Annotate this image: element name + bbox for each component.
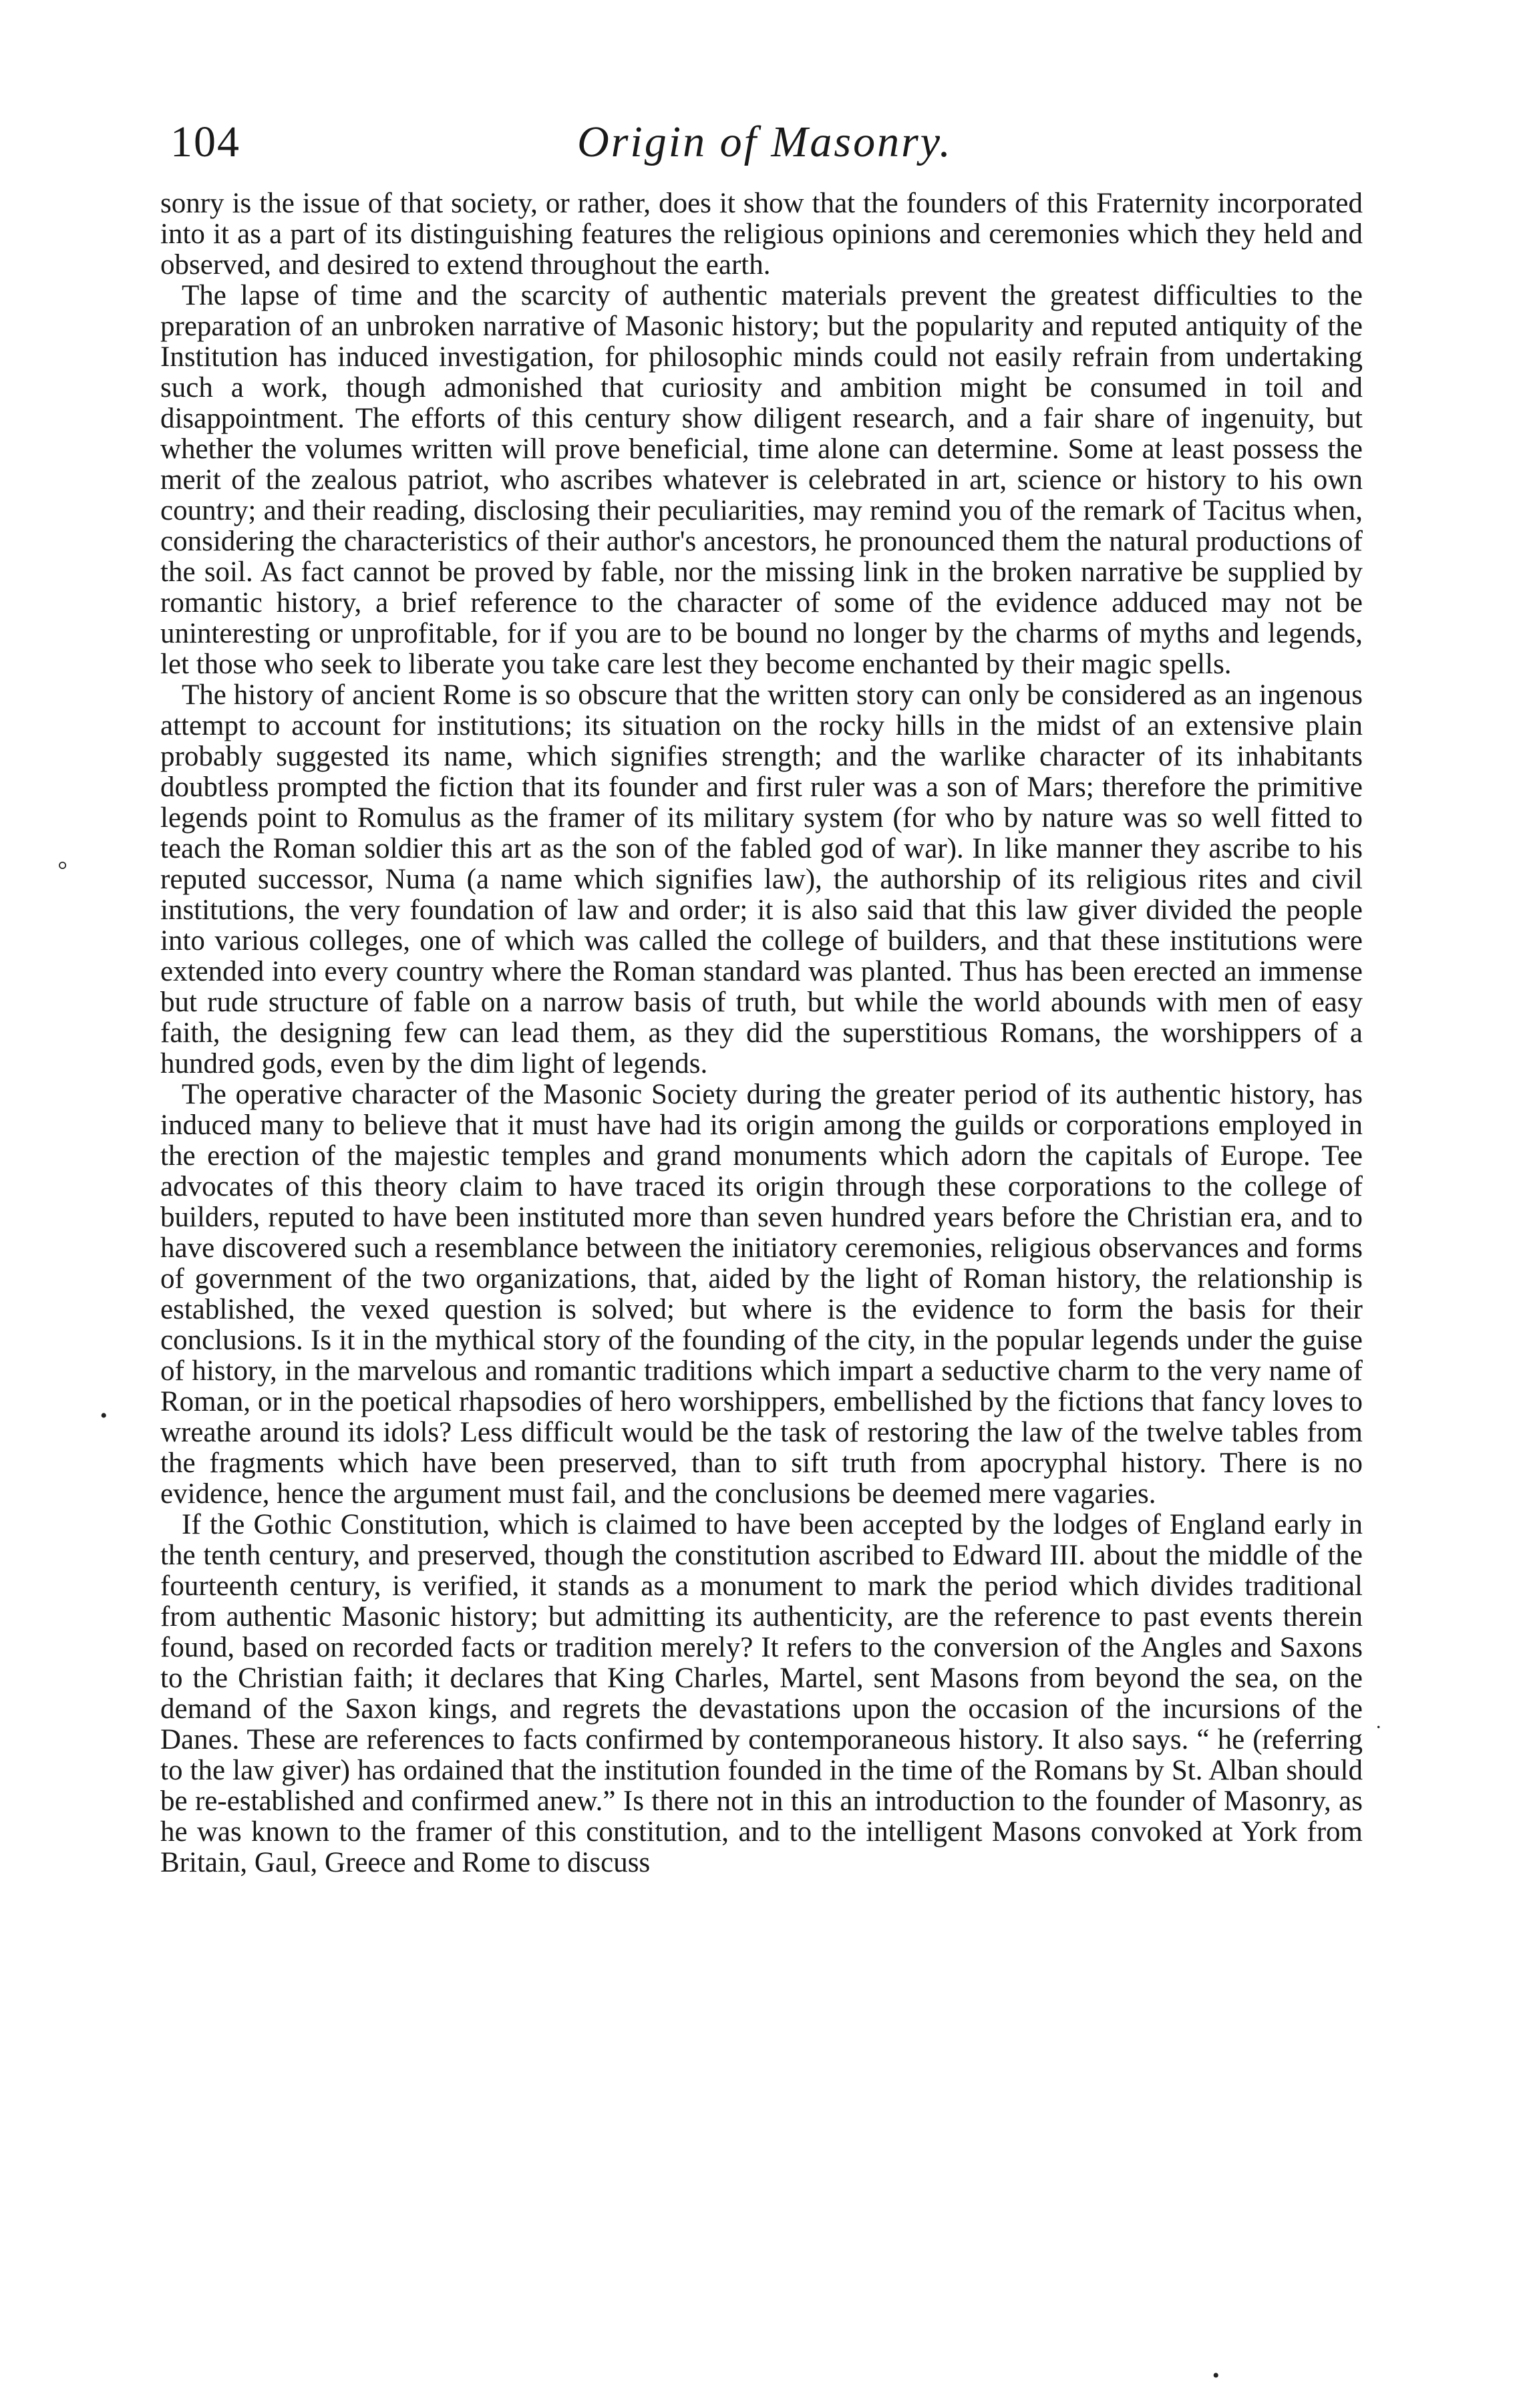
paragraph-gothic-constitution: If the Gothic Constitution, which is claimed to have been accepted by the lodges of England early in the tenth century, and preserved, though the constitution ascribed to Edward III. about the middle of the fourteenth century, is verified, it stands as a monument to mark the period which divides traditional from authentic Masonic history; but admitting its authenticity, are the reference to past events therein found, based on recorded facts or tradition merely? It refers to the conversion of the Angles and Saxons to the Christian faith; it declares that King Charles, Martel, sent Masons from beyond the sea, on the demand of the Saxon kings, and regrets the devastations upon the occasion of the incursions of the Danes. These are references to facts confirmed by contemporaneous history. It also says. “ he (referring to the law giver) has ordained that the institution founded in the time of the Romans by St. Alban should be re-established and confirmed anew.” Is there not in this an introduction to the founder of Masonry, as he was known to the framer of this constitution, and to the intelligent Masons convoked at York from Britain, Gaul, Greece and Rome to discuss — [160, 1509, 1363, 1878]
running-title: Origin of Masonry. — [577, 118, 953, 166]
paragraph-lapse-of-time: The lapse of time and the scarcity of authentic materials prevent the greatest difficulties to the preparation of an unbroken narrative of Masonic history; but the popularity and reputed antiquity of the Institution has induced investigation, for philosophic minds could not easily refrain from undertaking such a work, though admonished that curiosity and ambition might be consumed in toil and disappointment. The efforts of this century show diligent research, and a fair share of ingenuity, but whether the volumes written will prove beneficial, time alone can determine. Some at least possess the merit of the zealous patriot, who ascribes whatever is celebrated in art, science or history to his own country; and their reading, disclosing their peculiarities, may remind you of the remark of Tacitus when, considering the characteristics of their author's ancestors, he pronounced them the natural productions of the soil. As fact cannot be proved by fable, nor the missing link in the broken narrative be supplied by romantic history, a brief reference to the character of some of the evidence adduced may not be uninteresting or unprofitable, for if you are to be bound no longer by the charms of myths and legends, let those who seek to liberate you take care lest they become enchanted by their magic spells. — [160, 280, 1363, 680]
paragraph-ancient-rome: The history of ancient Rome is so obscure that the written story can only be considered as an ingenous attempt to account for institutions; its situation on the rocky hills in the midst of an extensive plain probably suggested its name, which signifies strength; and the warlike character of its inhabitants doubtless prompted the fiction that its founder and first ruler was a son of Mars; therefore the primitive legends point to Romulus as the framer of its military system (for who by nature was so well fitted to teach the Roman soldier this art as the son of the fabled god of war). In like manner they ascribe to his reputed successor, Numa (a name which signifies law), the authorship of its religious rites and civil institutions, the very foundation of law and order; it is also said that this law giver divided the people into various colleges, one of which was called the college of builders, and that these institutions were extended into every country where the Roman standard was planted. Thus has been erected an immense but rude structure of fable on a narrow basis of truth, but while the world abounds with men of easy faith, the designing few can lead them, as they did the superstitious Romans, the worshippers of a hundred gods, even by the dim light of legends. — [160, 679, 1363, 1079]
margin-speck: • — [1212, 2365, 1220, 2387]
body-text — [160, 188, 1363, 1878]
margin-speck: • — [100, 1405, 108, 1427]
paragraph-continuation: sonry is the issue of that society, or rather, does it show that the founders of this Fraternity incorporated into it as a part of its distinguishing features the religious opinions and ceremonies which they held and observed, and desired to extend throughout the earth. — [160, 188, 1363, 281]
margin-speck: . — [1376, 1711, 1381, 1733]
page-number: 104 — [170, 118, 240, 166]
paragraph-operative-character: The operative character of the Masonic Society during the greater period of its authentic history, has induced many to believe that it must have had its origin among the guilds or corporations employed in the erection of the majestic temples and grand monuments which adorn the capitals of Europe. Tee advocates of this theory claim to have traced its origin through these corporations to the college of builders, reputed to have been instituted more than seven hundred years before the Christian era, and to have discovered such a resemblance between the initiatory ceremonies, religious observances and forms of government of the two organizations, that, aided by the light of Roman history, the relationship is established, the vexed question is solved; but where is the evidence to form the basis for their conclusions. Is it in the mythical story of the founding of the city, in the popular legends under the guise of history, in the marvelous and romantic traditions which impart a seductive charm to the very name of Roman, or in the poetical rhapsodies of hero worshippers, embellished by the fictions that fancy loves to wreathe around its idols? Less difficult would be the task of restoring the law of the twelve tables from the fragments which have been preserved, than to sift truth from apocryphal history. There is no evidence, hence the argument must fail, and the conclusions be deemed mere vagaries. — [160, 1079, 1363, 1510]
running-head — [170, 112, 1359, 172]
margin-speck: ⸰ — [57, 855, 69, 877]
